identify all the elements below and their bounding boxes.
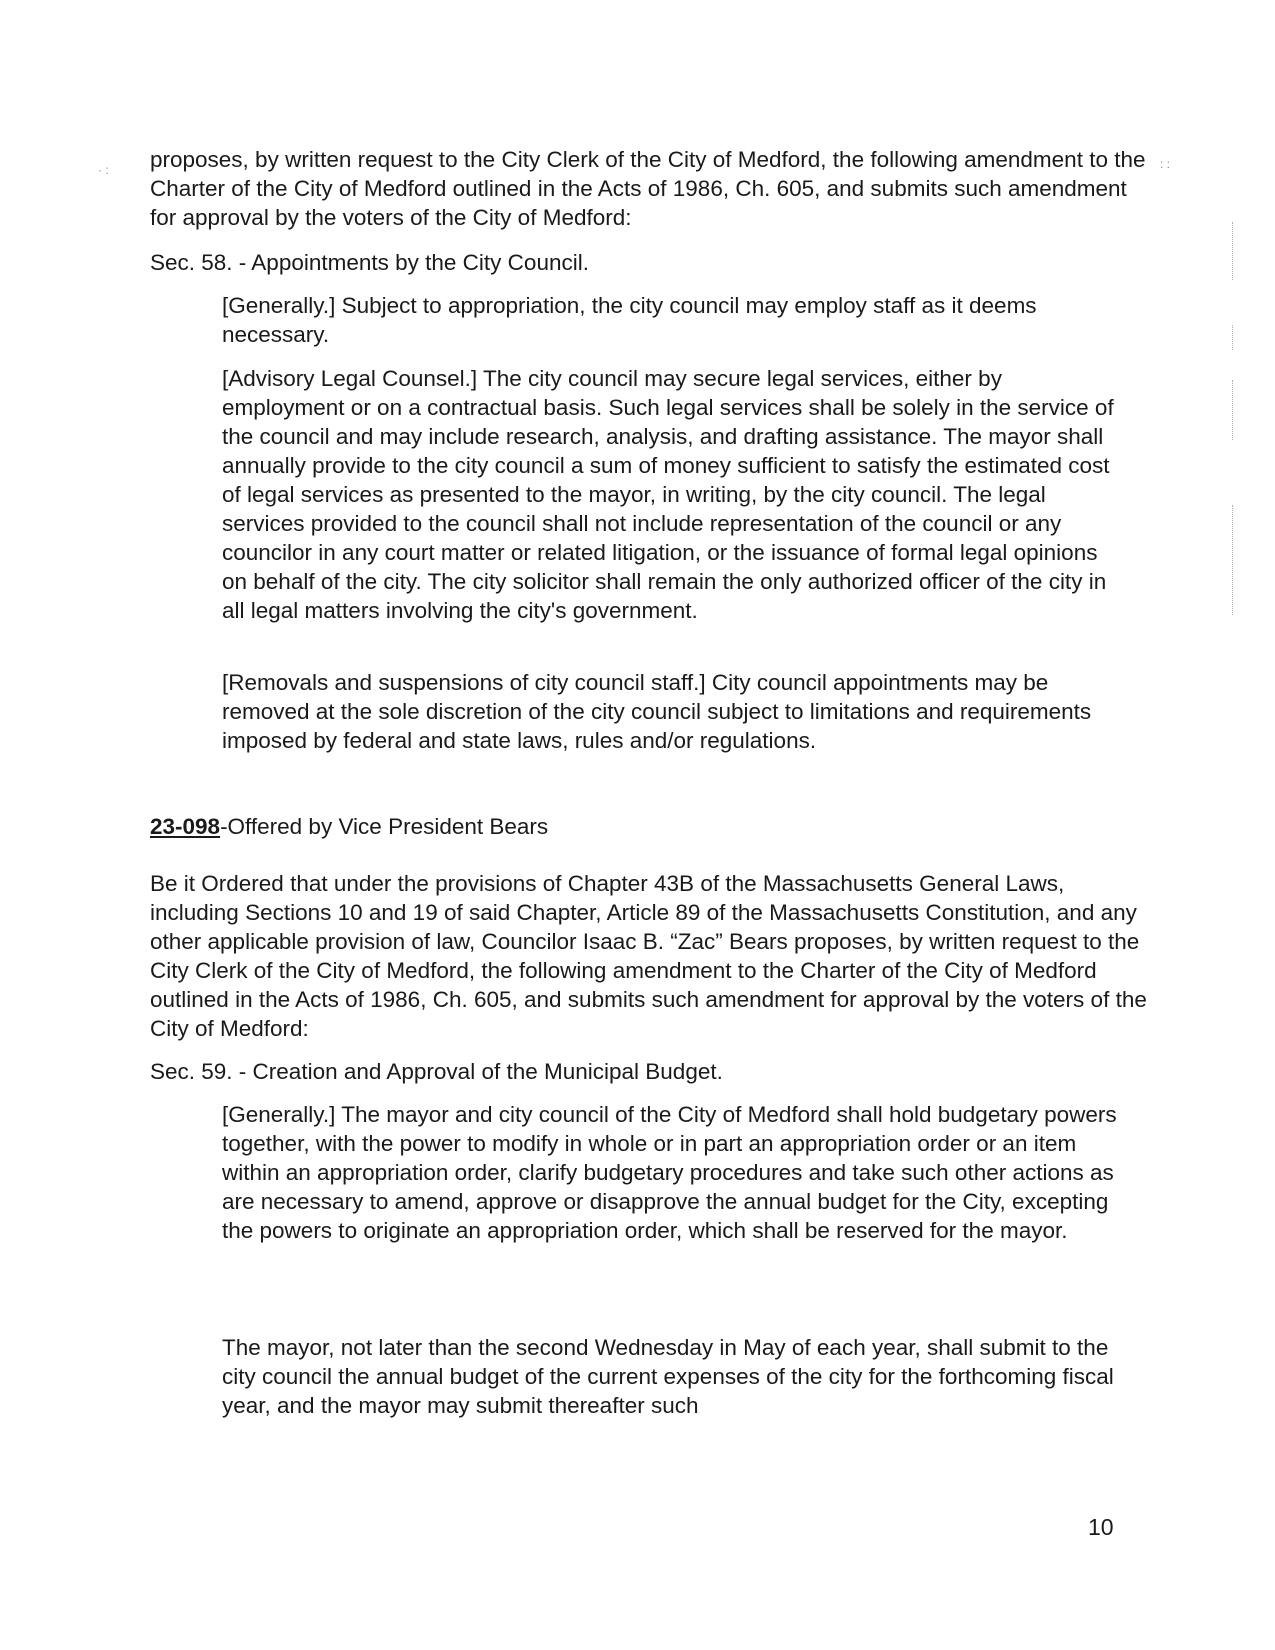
- order-number: 23-098: [150, 814, 221, 839]
- section-59-mayor-paragraph: The mayor, not later than the second Wednesday in May of each year, shall submit to the city council the annual budget of the current expenses of the city for the forthcoming fiscal year, and the mayor may submit thereafter such: [222, 1335, 1114, 1418]
- scan-mark: · :: [98, 163, 109, 177]
- order-heading: [150, 812, 1150, 841]
- section-58-legal-counsel-paragraph: [Advisory Legal Counsel.] The city council may secure legal services, either by employment or on a contractual basis. Such legal services shall be solely in the service of the council and may include research, analysis, and drafting assistance. The mayor shall annually provide to the city council a sum of money sufficient to satisfy the estimated cost of legal services as presented to the mayor, in writing, by the city council. The legal services provided to the council shall not include representation of the council or any councilor in any court matter or related litigation, or the issuance of formal legal opinions on behalf of the city. The city solicitor shall remain the only authorized officer of the city in all legal matters involving the city's government.: [222, 366, 1114, 623]
- order-offered-by: -Offered by Vice President Bears: [220, 814, 549, 839]
- scan-dotted-line: [1232, 505, 1233, 615]
- order-body-paragraph: Be it Ordered that under the provisions of Chapter 43B of the Massachusetts General Laws, including Sections 10 and 19 of said Chapter, Article 89 of the Massachusetts Constitution, and any other applicable provision of law, Councilor Isaac B. “Zac” Bears proposes, by written request to the City Clerk of the City of Medford, the following amendment to the Charter of the City of Medford outlined in the Acts of 1986, Ch. 605, and submits such amendment for approval by the voters of the City of Medford:: [150, 871, 1147, 1041]
- section-58-heading: Sec. 58. - Appointments by the City Council.: [150, 250, 589, 275]
- page-number: 10: [1088, 1514, 1114, 1540]
- scan-mark: : :: [1160, 157, 1171, 171]
- scan-dotted-line: [1232, 325, 1233, 350]
- section-59-heading: Sec. 59. - Creation and Approval of the Municipal Budget.: [150, 1059, 723, 1084]
- section-59-generally-paragraph: [Generally.] The mayor and city council of the City of Medford shall hold budgetary powers together, with the power to modify in whole or in part an appropriation order or an item within an appropriation order, clarify budgetary procedures and take such other actions as are necessary to amend, approve or disapprove the annual budget for the City, excepting the powers to originate an appropriation order, which shall be reserved for the mayor.: [222, 1102, 1117, 1243]
- scan-dotted-line: [1232, 380, 1233, 440]
- intro-continuation-paragraph: proposes, by written request to the City Clerk of the City of Medford, the following amendment to the Charter of the City of Medford outlined in the Acts of 1986, Ch. 605, and submits such amendment for approval by the voters of the City of Medford:: [150, 147, 1146, 230]
- section-58-generally-paragraph: [Generally.] Subject to appropriation, the city council may employ staff as it deems necessary.: [222, 293, 1037, 347]
- scan-dotted-line: [1232, 222, 1233, 280]
- section-58-removals-paragraph: [Removals and suspensions of city council staff.] City council appointments may be removed at the sole discretion of the city council subject to limitations and requirements imposed by federal and state laws, rules and/or regulations.: [222, 670, 1092, 753]
